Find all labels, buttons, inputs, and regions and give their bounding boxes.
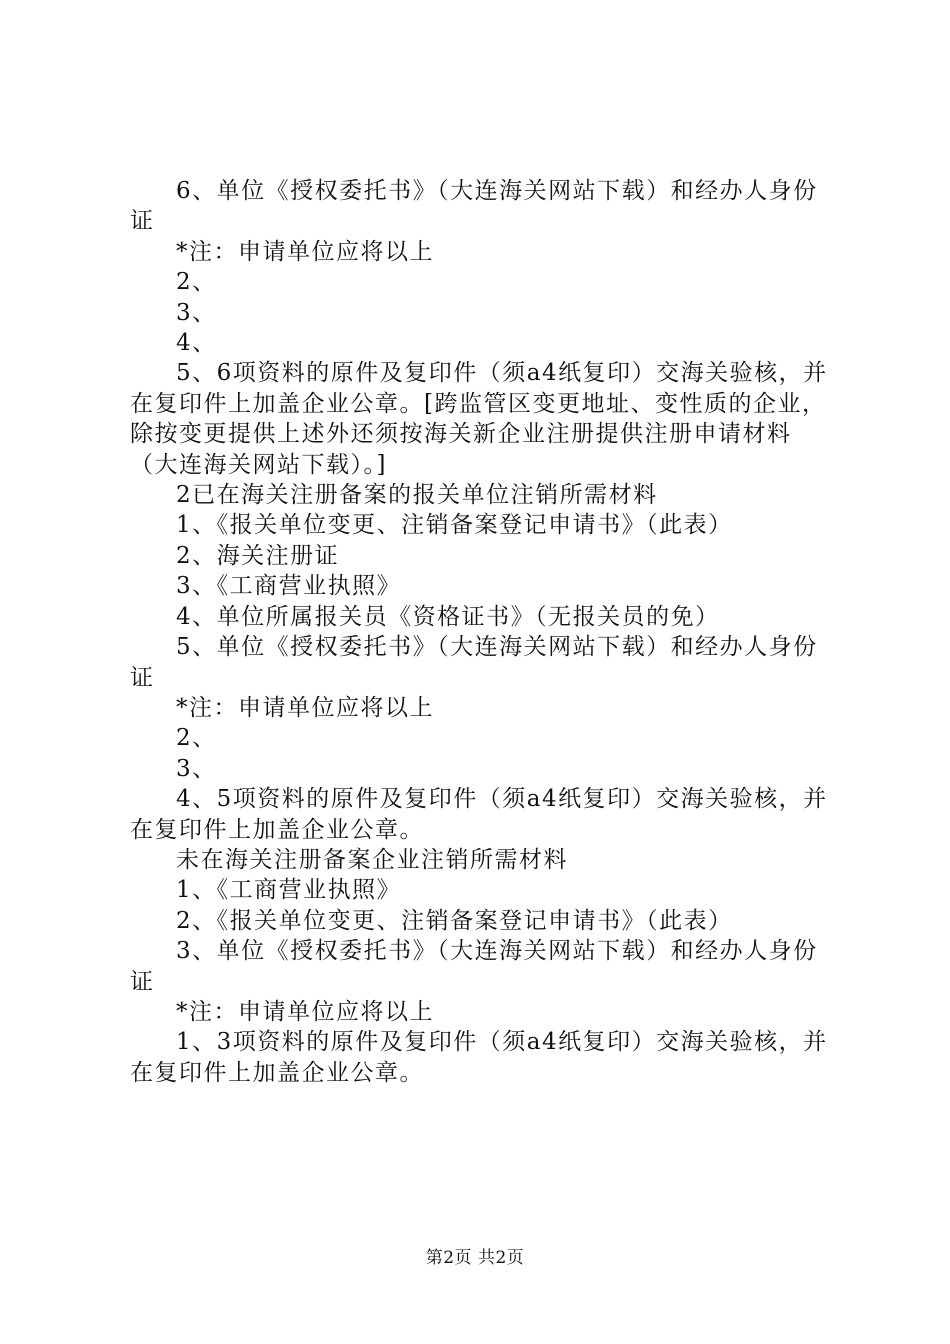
paragraph: *注：申请单位应将以上 bbox=[176, 694, 434, 721]
paragraph: 5、6项资料的原件及复印件（须a4纸复印）交海关验核，并在复印件上加盖企业公章。[跨监管区变更地址、变性质的企业，除按变更提供上述外还须按海关新企业注册提供注册申请材料（大连海关网站下载）。] bbox=[130, 360, 828, 478]
paragraph: 1、《工商营业执照》 bbox=[176, 877, 402, 904]
paragraph: 1、《报关单位变更、注销备案登记申请书》（此表） bbox=[176, 512, 733, 539]
paragraph: 4、5项资料的原件及复印件（须a4纸复印）交海关验核，并在复印件上加盖企业公章。 bbox=[130, 786, 828, 843]
document-body bbox=[130, 176, 835, 1088]
paragraph: 1、3项资料的原件及复印件（须a4纸复印）交海关验核，并在复印件上加盖企业公章。 bbox=[130, 1029, 828, 1086]
paragraph: 3、 bbox=[176, 299, 217, 326]
paragraph: 5、单位《授权委托书》（大连海关网站下载）和经办人身份证 bbox=[130, 634, 818, 691]
paragraph: 4、单位所属报关员《资格证书》（无报关员的免） bbox=[176, 603, 720, 630]
paragraph: 2已在海关注册备案的报关单位注销所需材料 bbox=[176, 482, 658, 509]
paragraph: 2、 bbox=[176, 725, 217, 752]
paragraph: 6、单位《授权委托书》（大连海关网站下载）和经办人身份证 bbox=[130, 178, 818, 235]
paragraph: 4、 bbox=[176, 330, 217, 357]
paragraph: 3、《工商营业执照》 bbox=[176, 573, 402, 600]
paragraph: 3、 bbox=[176, 755, 217, 782]
paragraph: 2、《报关单位变更、注销备案登记申请书》（此表） bbox=[176, 907, 733, 934]
paragraph: *注：申请单位应将以上 bbox=[176, 998, 434, 1025]
paragraph: 2、海关注册证 bbox=[176, 542, 340, 569]
paragraph: 3、单位《授权委托书》（大连海关网站下载）和经办人身份证 bbox=[130, 938, 818, 995]
paragraph: 2、 bbox=[176, 269, 217, 296]
page-footer: 第2页 共2页 bbox=[425, 1248, 525, 1268]
paragraph: *注：申请单位应将以上 bbox=[176, 238, 434, 265]
paragraph: 未在海关注册备案企业注销所需材料 bbox=[176, 846, 568, 873]
